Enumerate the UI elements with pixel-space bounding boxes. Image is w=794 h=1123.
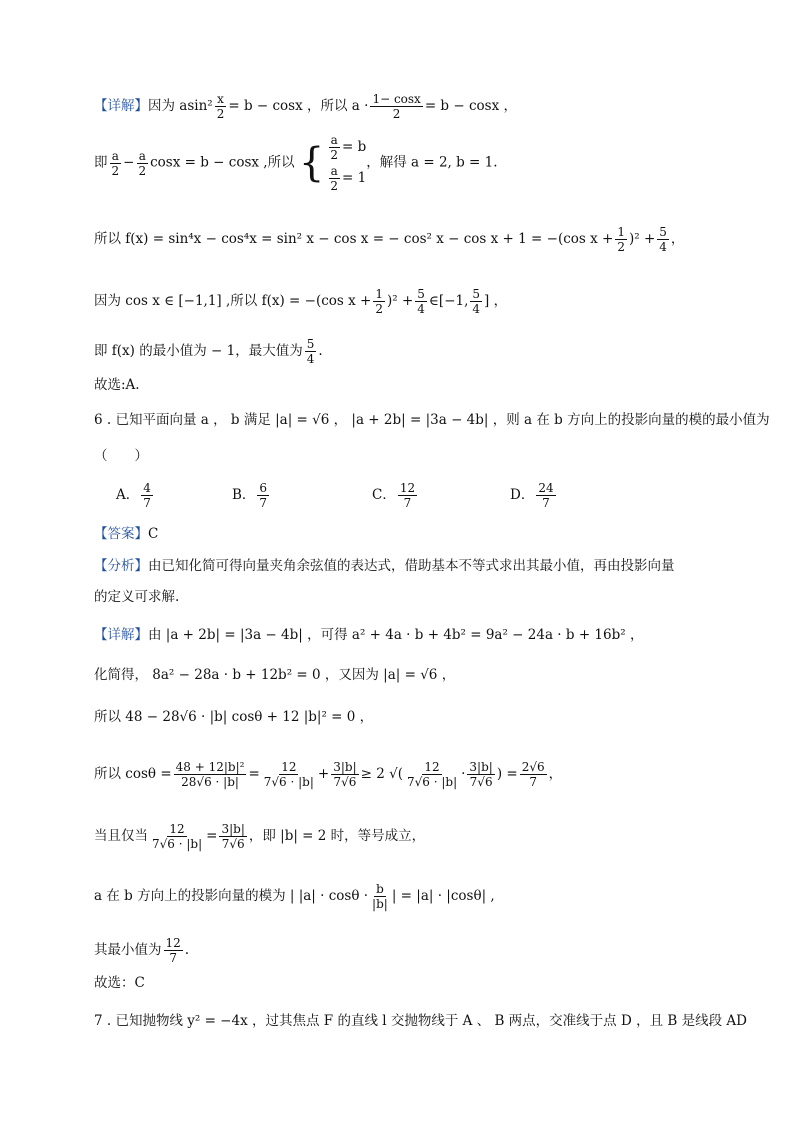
- question-7: 7 . 已知抛物线 y² = −4x ，过其焦点 F 的直线 l 交抛物线于 A 、 B 两点，交准线于点 D ，且 B 是线段 AD: [94, 1013, 747, 1029]
- line-3: 所以 f(x) = sin⁴x − cos⁴x = sin² x − cos x = − cos² x − cos x + 1 = −(cos x + $\frac{1}{2}$ )² + $\frac{5}{4}$ ，: [94, 225, 685, 254]
- detail-tag: 【详解】: [94, 98, 148, 114]
- equation-system: { $\frac{a}{2}$ = b $\frac{a}{2}$ = 1: [298, 133, 367, 193]
- line-2: 即 $\frac{a}{2}$ − $\frac{a}{2}$ cosx = b − cosx ,所以 { $\frac{a}{2}$ = b $\frac{a}{2}$ = 1 ，解得 a = 2, b = 1.: [94, 133, 498, 193]
- fraction: $\frac{x}{2}$: [216, 92, 225, 121]
- analysis-line: 【分析】由已知化简可得向量夹角余弦值的表达式，借助基本不等式求出其最小值，再由投影向量: [94, 558, 675, 574]
- line-4: 因为 cos x ∈ [−1,1] ,所以 f(x) = −(cos x + $\frac{1}{2}$ )² + $\frac{5}{4}$ ∈[−1, $\frac{5}{4}$ ] ，: [94, 287, 508, 316]
- line-5: 即 f(x) 的最小值为 − 1，最大值为 $\frac{5}{4}$ .: [94, 337, 323, 366]
- projection-line: a 在 b 方向上的投影向量的模为 | |a| · cosθ · $\frac{b}{|b|}$ | = |a| · |cosθ| ,: [94, 882, 495, 911]
- question-6: 6 . 已知平面向量 a ， b 满足 |a| = √6 ， |a + 2b| = |3a − 4b| ，则 a 在 b 方向上的投影向量的模的最小值为: [94, 412, 770, 428]
- option-a: A． $\frac{4}{7}$: [116, 481, 151, 510]
- cos-line: 所以 cosθ = $\frac{\text{48 + 12|b|²}}{28√6 \cdot |b|}$ = $\frac{12}{7√6 \cdot |b|}$ + $\frac{3|b|}{7√6}$ ≥ 2 √( $\frac{12}{7√6 \cdot |b|}$ · $\frac{3|b|}{7√6}$ ) = $\frac{2√6}{7}$ ，: [94, 760, 563, 789]
- choice-line: 故选：C: [94, 975, 145, 991]
- line-6: 故选:A.: [94, 377, 140, 393]
- option-d: D． $\frac{24}{7}$: [510, 481, 554, 510]
- min-value-line: 其最小值为 $\frac{12}{7}$ .: [94, 936, 190, 965]
- answer-parens: （ ）: [94, 448, 148, 464]
- simplify-line: 化简得， 8a² − 28a · b + 12b² = 0 ，又因为 |a| = √6 ，: [94, 667, 456, 683]
- line-1: 【详解】因为 asin² $\frac{x}{2}$ = b − cosx ，所以 a · $\frac{1- \cos x}{2}$ = b − cosx ，: [94, 92, 517, 121]
- option-c: C． $\frac{12}{7}$: [372, 481, 416, 510]
- option-b: B． $\frac{6}{7}$: [232, 481, 268, 510]
- fraction: $\frac{1- \cos x}{2}$: [372, 92, 421, 121]
- detail-line: 【详解】由 |a + 2b| = |3a − 4b| ，可得 a² + 4a · b + 4b² = 9a² − 24a · b + 16b² ，: [94, 627, 644, 643]
- answer-line: 【答案】C: [94, 526, 159, 542]
- analysis-line-2: 的定义可求解.: [94, 589, 180, 605]
- equality-line: 当且仅当 $\frac{12}{7√6 \cdot |b|}$ = $\frac{3|b|}{7√6}$ ，即 |b| = 2 时，等号成立，: [94, 822, 426, 851]
- equation-line: 所以 48 − 28√6 · |b| cosθ + 12 |b|² = 0 ，: [94, 709, 374, 725]
